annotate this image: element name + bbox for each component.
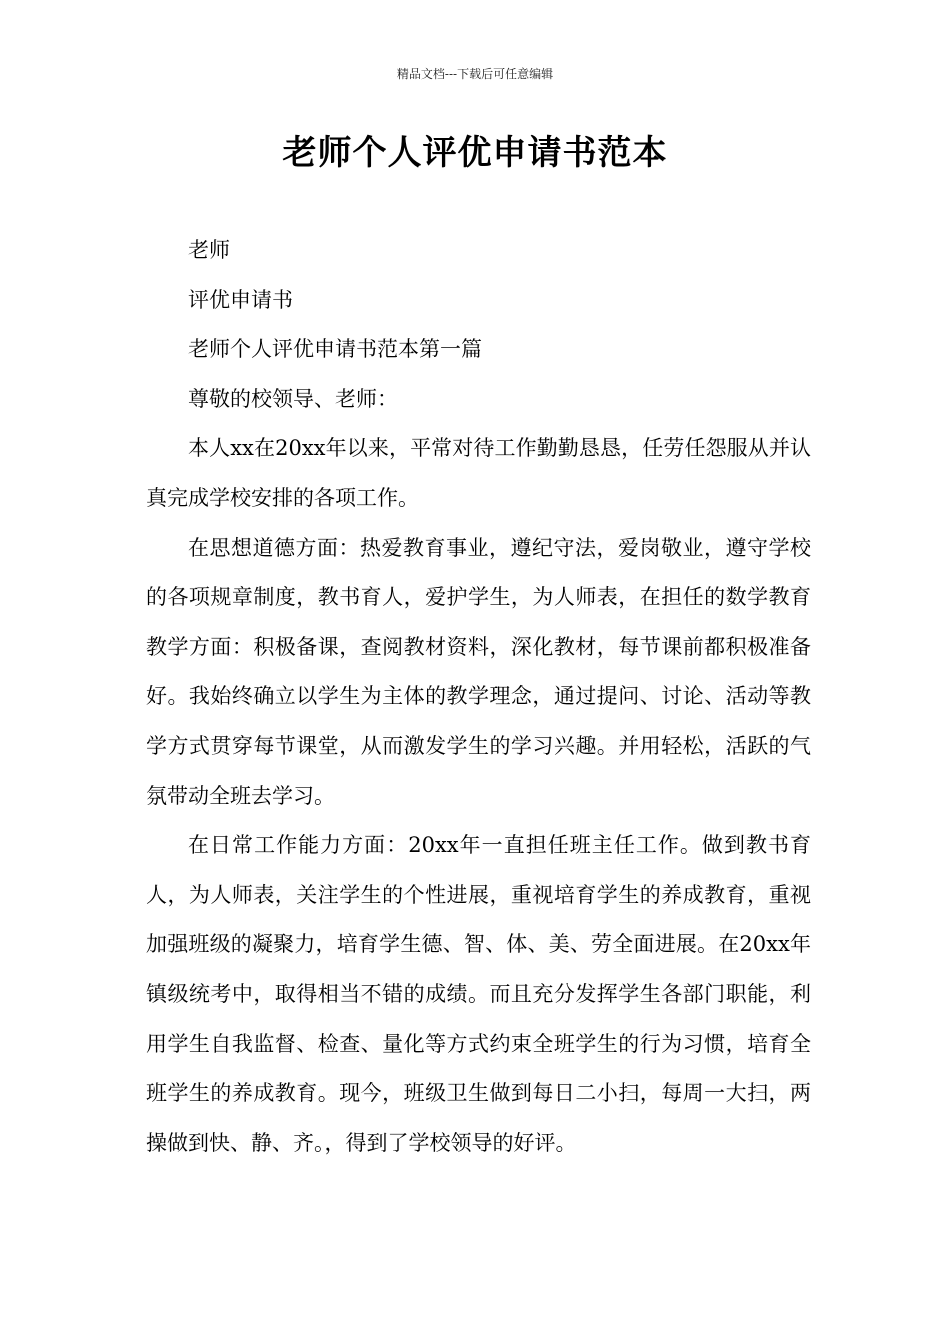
document-body (146, 226, 811, 1168)
paragraph-salutation-line-2: 评优申请书 (188, 287, 293, 312)
paragraph-work-ability: 在日常工作能力方面：20xx年一直担任班主任工作。做到教书育人，为人师表，关注学生的个性进展，重视培育学生的养成教育，重视加强班级的凝聚力，培育学生德、智、体、美、劳全面进展。在20xx年镇级统考中，取得相当不错的成绩。而且充分发挥学生各部门职能，利用学生自我监督、检查、量化等方式约束全班学生的行为习惯，培育全班学生的养成教育。现今，班级卫生做到每日二小扫，每周一大扫，两操做到快、静、齐。，得到了学校领导的好评。 (146, 833, 811, 1155)
header-note: 精品文档---下载后可任意编辑 (396, 67, 554, 81)
paragraph-salutation-line-1: 老师 (188, 238, 230, 262)
paragraph-section-heading: 老师个人评优申请书范本第一篇 (188, 337, 482, 362)
paragraph-ideology: 在思想道德方面：热爱教育事业，遵纪守法，爱岗敬业，遵守学校的各项规章制度，教书育人，爱护学生，为人师表，在担任的数学教育教学方面：积极备课，查阅教材资料，深化教材，每节课前都积极准备好。我始终确立以学生为主体的教学理念，通过提问、讨论、活动等教学方式贯穿每节课堂，从而激发学生的学习兴趣。并用轻松，活跃的气氛带动全班去学习。 (146, 535, 811, 808)
document-title: 老师个人评优申请书范本 (282, 133, 668, 173)
paragraph-greeting: 尊敬的校领导、老师： (188, 386, 398, 411)
paragraph-intro: 本人xx在20xx年以来，平常对待工作勤勤恳恳，任劳任怨服从并认真完成学校安排的各项工作。 (146, 436, 811, 510)
